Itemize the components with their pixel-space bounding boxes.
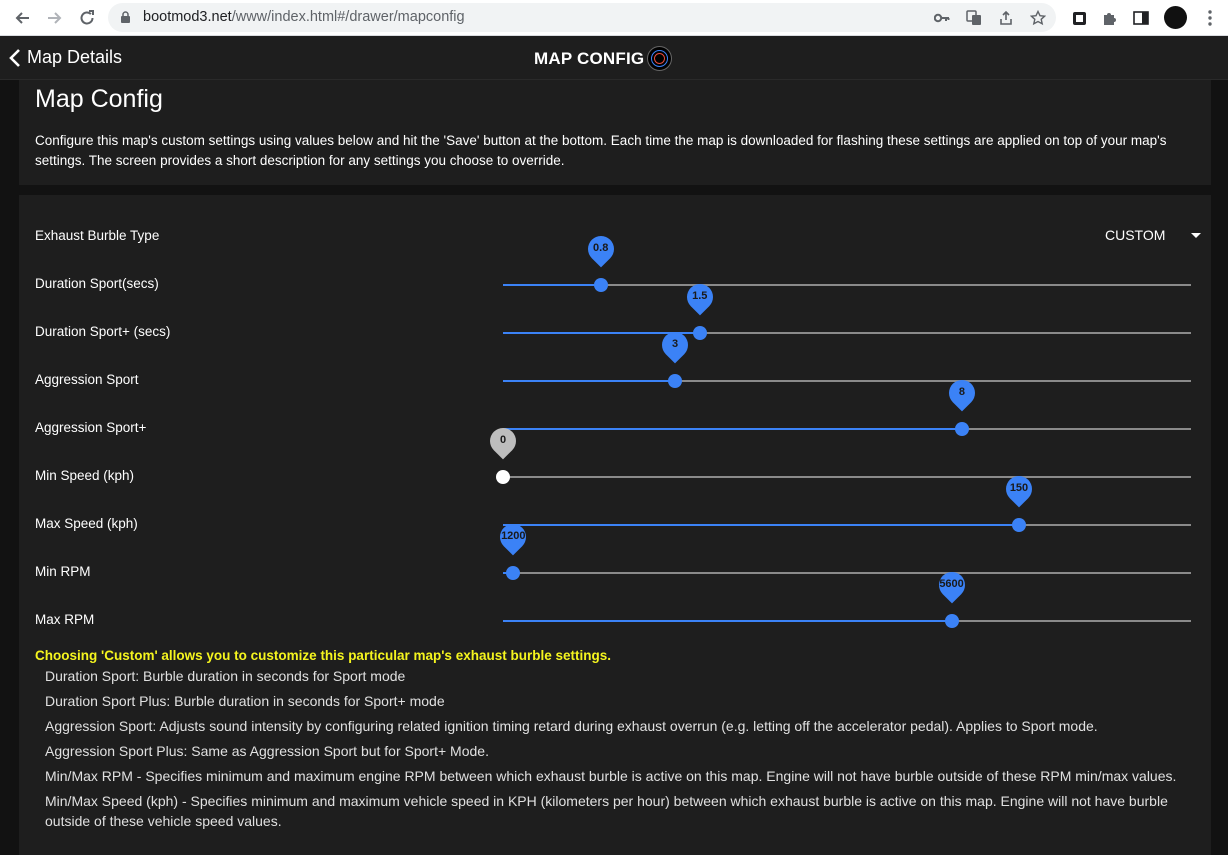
back-arrow-icon[interactable] [11,7,33,29]
settings-card [19,195,1211,855]
key-icon[interactable] [933,9,951,27]
translate-icon[interactable] [965,9,983,27]
intro-text: Configure this map's custom settings using values below and hit the 'Save' button at the bottom. Each time the map is downloaded for flashing these settings are applied on top of your map's settings. The screen provides a short description for any settings you choose to override. [35,133,1167,168]
aggression-sport-label: Aggression Sport [35,372,139,387]
burble-type-select[interactable] [1105,227,1201,247]
share-icon[interactable] [997,9,1015,27]
forward-arrow-icon[interactable] [44,7,66,29]
slider-value: 1.5 [692,290,708,302]
url-text [143,9,465,25]
note-item: Duration Sport Plus: Burble duration in seconds for Sport+ mode [45,693,445,709]
slider-thumb[interactable] [506,566,520,580]
notes-list [45,666,1195,836]
main-content [0,80,1228,829]
max-speed-label: Max Speed (kph) [35,516,138,531]
url-host: bootmod3.net [143,9,232,25]
kebab-menu-icon[interactable] [1200,8,1220,28]
dropdown-arrow-icon [1191,233,1201,238]
note-item: Min/Max RPM - Specifies minimum and maximum engine RPM between which exhaust burble is active on this map. Engine will not have burble outside of these RPM min/max values. [45,768,1177,784]
slider-value: 1200 [501,530,526,542]
slider-value: 8 [958,386,965,398]
puzzle-icon[interactable] [1100,8,1120,28]
url-path: /www/index.html#/drawer/mapconfig [231,9,465,25]
slider-thumb[interactable] [945,614,959,628]
slider-value: 150 [1009,482,1029,494]
slider-track[interactable] [503,572,1191,574]
slider-fill [503,428,962,430]
note-item: Duration Sport: Burble duration in seconds for Sport mode [45,668,406,684]
burble-type-label: Exhaust Burble Type [35,228,160,243]
section-heading: Map Config [35,85,163,113]
duration-sport-slider[interactable] [503,242,1191,295]
slider-value: 3 [671,338,679,350]
lock-icon [120,11,131,24]
app-bar [0,36,1228,80]
reload-icon[interactable] [76,7,98,29]
min-speed-slider[interactable] [499,434,1191,487]
back-button[interactable] [8,47,122,68]
extension-icon[interactable] [1069,8,1089,28]
max-speed-slider[interactable] [503,482,1191,535]
slider-track[interactable] [503,476,1191,478]
max-rpm-label: Max RPM [35,612,95,627]
address-bar[interactable] [108,3,1056,32]
page-title: MAP CONFIG [534,49,645,68]
slider-thumb[interactable] [594,278,608,292]
slider-value: 5600 [939,578,964,590]
slider-fill [503,620,952,622]
aggression-sport-slider[interactable] [503,338,1191,391]
slider-fill [503,524,1019,526]
bookmark-star-icon[interactable] [1029,9,1047,27]
max-rpm-slider[interactable] [503,578,1191,631]
chevron-left-icon [8,48,21,68]
back-label: Map Details [27,47,123,67]
slider-value: 0 [499,434,507,446]
duration-sport-plus-slider[interactable] [503,290,1191,343]
side-panel-icon[interactable] [1131,8,1151,28]
duration-sport-label: Duration Sport(secs) [35,276,159,291]
notes-heading: Choosing 'Custom' allows you to customize this particular map's exhaust burble settings. [35,648,611,663]
note-item: Min/Max Speed (kph) - Specifies minimum and maximum vehicle speed in KPH (kilometers per hour) between which exhaust burble is active on this map. Engine will not have burble outside of these vehicle speed values. [45,793,1168,829]
min-speed-label: Min Speed (kph) [35,468,135,483]
slider-thumb[interactable] [496,470,510,484]
note-item: Aggression Sport Plus: Same as Aggression Sport but for Sport+ Mode. [45,743,489,759]
burble-type-value: CUSTOM [1105,227,1166,243]
profile-avatar[interactable] [1164,6,1187,29]
aggression-sport-plus-slider[interactable] [503,386,1191,439]
min-rpm-label: Min RPM [35,564,91,579]
intro-card [19,80,1211,185]
min-rpm-slider[interactable] [501,530,1191,583]
slider-value: 0.8 [593,242,609,254]
duration-sport-plus-label: Duration Sport+ (secs) [35,324,171,339]
slider-thumb[interactable] [955,422,969,436]
browser-toolbar [0,0,1228,36]
bootmod3-logo [647,46,672,71]
slider-fill [503,380,675,382]
slider-fill [503,284,601,286]
note-item: Aggression Sport: Adjusts sound intensity by configuring related ignition timing retard during exhaust overrun (e.g. letting off the accelerator pedal). Applies to Sport mode. [45,718,1098,734]
slider-thumb[interactable] [1012,518,1026,532]
aggression-sport-plus-label: Aggression Sport+ [35,420,147,435]
slider-thumb[interactable] [668,374,682,388]
